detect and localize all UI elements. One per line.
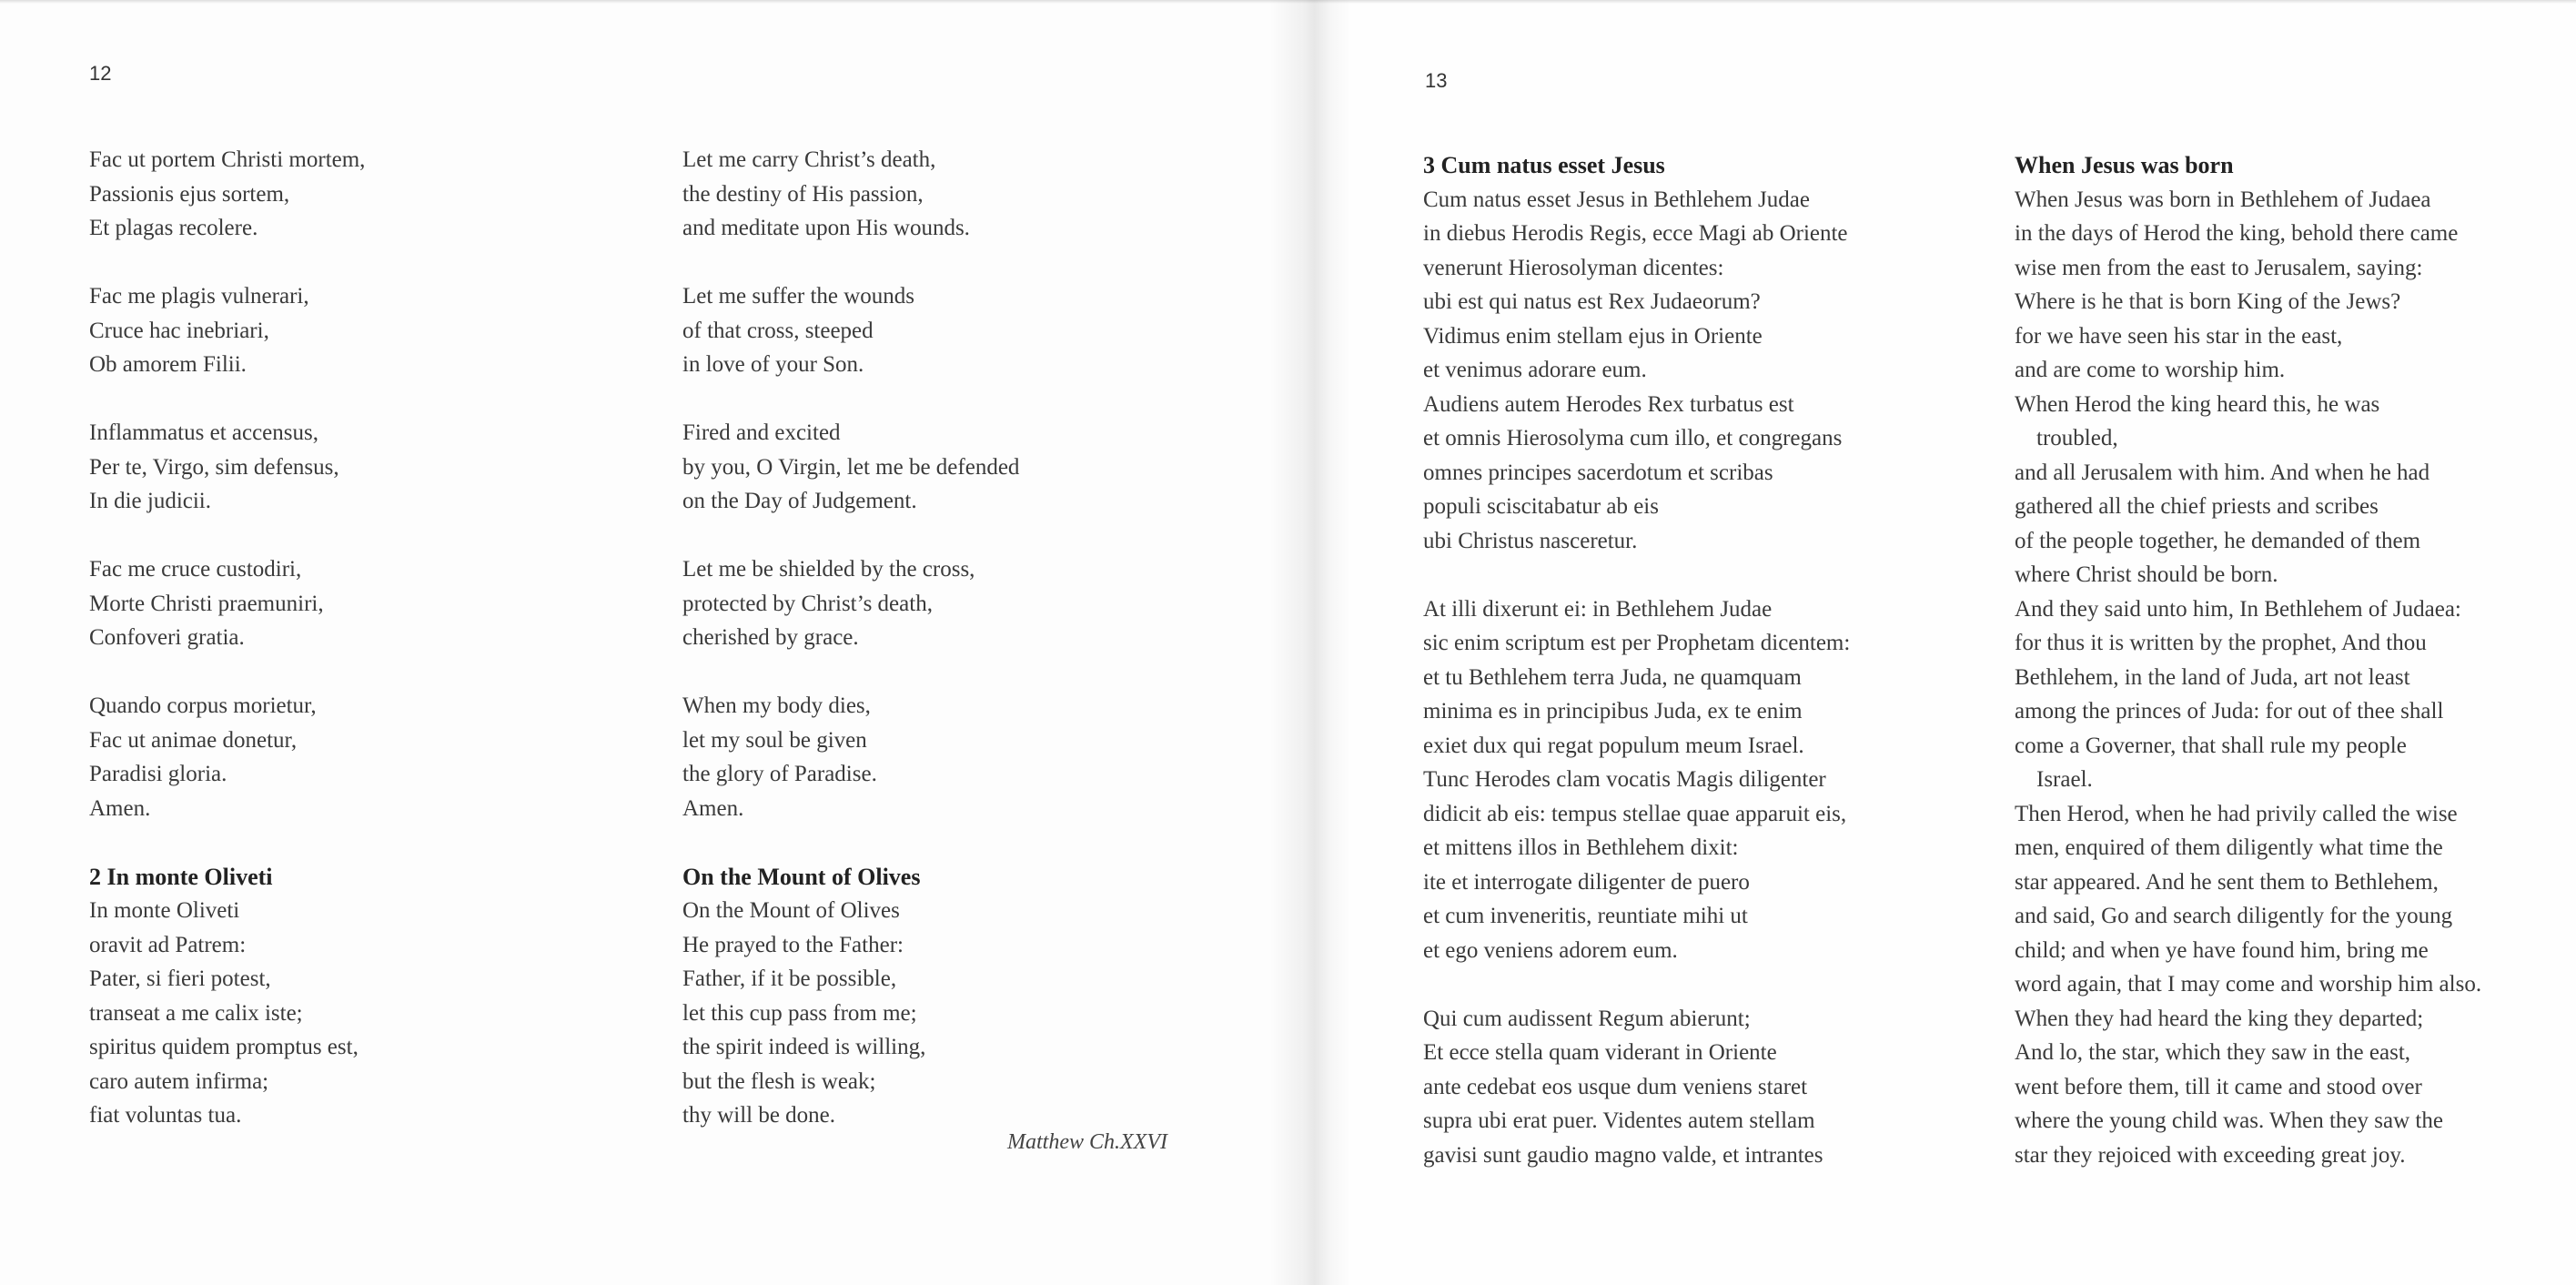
stanza-break	[682, 246, 1228, 280]
verse-line: Ob amorem Filii.	[89, 352, 247, 377]
verse-line: et mittens illos in Bethlehem dixit:	[1423, 835, 1739, 860]
verse-line: Et ecce stella quam viderant in Oriente	[1423, 1040, 1777, 1065]
verse-line: Fac ut portem Christi mortem,	[89, 147, 366, 172]
verse-line: ite et interrogate diligenter de puero	[1423, 869, 1750, 895]
latin-text-column	[89, 143, 635, 1133]
verse-line: and meditate upon His wounds.	[682, 216, 970, 240]
verse-line: Where is he that is born King of the Jews?	[2015, 289, 2401, 314]
verse-line: and all Jerusalem with him. And when he had	[2015, 460, 2430, 485]
verse-line: Paradisi gloria.	[89, 762, 227, 786]
verse-line: troubled,	[2036, 426, 2118, 450]
verse-line: word again, that I may come and worship him also.	[2015, 972, 2482, 997]
verse-line: didicit ab eis: tempus stellae quae apparuit eis,	[1423, 801, 1847, 826]
verse-line: On the Mount of Olives	[682, 898, 900, 923]
verse-line: for thus it is written by the prophet, And thou	[2015, 631, 2427, 655]
stanza-break	[682, 825, 1228, 860]
verse-line: minima es in principibus Juda, ex te enim	[1423, 699, 1803, 723]
verse-line: Cruce hac inebriari,	[89, 318, 269, 343]
stanza-break	[89, 519, 635, 553]
verse-line: He prayed to the Father:	[682, 932, 904, 957]
verse-line: where Christ should be born.	[2015, 562, 2278, 587]
page-number-right: 13	[1425, 69, 1448, 92]
section-heading: 3 Cum natus esset Jesus	[1423, 152, 1665, 178]
verse-line: let this cup pass from me;	[682, 1000, 917, 1026]
stanza-break	[89, 655, 635, 690]
verse-line: and said, Go and search diligently for the young	[2015, 904, 2453, 928]
verse-line: When they had heard the king they departed;	[2015, 1006, 2424, 1031]
verse-line: Fac me plagis vulnerari,	[89, 284, 309, 309]
verse-line: et tu Bethlehem terra Juda, ne quamquam	[1423, 664, 1802, 690]
verse-line: Pater, si fieri potest,	[89, 966, 271, 991]
verse-line: Bethlehem, in the land of Juda, art not least	[2015, 664, 2410, 690]
verse-line: Amen.	[89, 795, 151, 821]
stanza-break	[1423, 558, 2005, 592]
verse-line: et omnis Hierosolyma cum illo, et congregans	[1423, 426, 1843, 450]
verse-line: Amen.	[682, 795, 744, 821]
verse-line: of that cross, steeped	[682, 318, 874, 343]
verse-line: Quando corpus morietur,	[89, 693, 317, 718]
english-translation-column	[2015, 148, 2561, 1172]
verse-line: men, enquired of them diligently what time the	[2015, 835, 2443, 860]
verse-line: spiritus quidem promptus est,	[89, 1035, 359, 1059]
verse-line: protected by Christ’s death,	[682, 591, 933, 616]
section-heading: 2 In monte Oliveti	[89, 863, 273, 890]
verse-line: Let me carry Christ’s death,	[682, 147, 936, 172]
verse-line: star they rejoiced with exceeding great joy.	[2015, 1142, 2406, 1168]
verse-line: where the young child was. When they saw the	[2015, 1108, 2443, 1133]
verse-line: but the flesh is weak;	[682, 1068, 876, 1094]
english-translation-column	[682, 143, 1228, 1133]
verse-line: Fired and excited	[682, 420, 841, 445]
verse-line: transeat a me calix iste;	[89, 1000, 303, 1026]
verse-line: venerunt Hierosolyman dicentes:	[1423, 255, 1724, 280]
verse-line: Cum natus esset Jesus in Bethlehem Judae	[1423, 187, 1810, 212]
verse-line: Per te, Virgo, sim defensus,	[89, 454, 339, 480]
verse-line: And they said unto him, In Bethlehem of Judaea:	[2015, 596, 2461, 622]
verse-line: Fac ut animae donetur,	[89, 727, 298, 753]
verse-line: went before them, till it came and stood over	[2015, 1074, 2422, 1099]
verse-line: Let me suffer the wounds	[682, 284, 915, 309]
verse-line: ubi Christus nasceretur.	[1423, 528, 1638, 553]
binding-gutter	[1269, 0, 1351, 1285]
verse-line: Israel.	[2036, 767, 2093, 792]
scripture-attribution: Matthew Ch.XXVI	[1007, 1130, 1167, 1154]
verse-line: sic enim scriptum est per Prophetam dicentem:	[1423, 631, 1851, 655]
verse-line: by you, O Virgin, let me be defended	[682, 454, 1020, 480]
verse-line: cherished by grace.	[682, 625, 859, 650]
verse-line: child; and when ye have found him, bring me	[2015, 937, 2429, 963]
section-heading: On the Mount of Olives	[682, 863, 921, 890]
verse-line: and are come to worship him.	[2015, 358, 2286, 382]
verse-line: wise men from the east to Jerusalem, saying:	[2015, 255, 2423, 280]
section-heading: When Jesus was born	[2015, 152, 2234, 178]
verse-line: star appeared. And he sent them to Bethlehem,	[2015, 869, 2439, 895]
verse-line: Then Herod, when he had privily called the wise	[2015, 801, 2458, 826]
page-top-edge	[0, 0, 2576, 4]
verse-line: gathered all the chief priests and scribes	[2015, 494, 2379, 519]
verse-line: And lo, the star, which they saw in the east,	[2015, 1040, 2411, 1065]
stanza-break	[682, 655, 1228, 690]
verse-line: gavisi sunt gaudio magno valde, et intrantes	[1423, 1142, 1823, 1168]
verse-line: ante cedebat eos usque dum veniens staret	[1423, 1074, 1808, 1099]
verse-line: let my soul be given	[682, 727, 867, 753]
verse-line: ubi est qui natus est Rex Judaeorum?	[1423, 289, 1761, 314]
verse-line: Let me be shielded by the cross,	[682, 557, 975, 582]
verse-line: et cum inveneritis, reuntiate mihi ut	[1423, 904, 1748, 928]
verse-line: in diebus Herodis Regis, ecce Magi ab Oriente	[1423, 221, 1848, 246]
verse-line: in love of your Son.	[682, 352, 864, 377]
verse-line: populi sciscitabatur ab eis	[1423, 494, 1659, 519]
verse-line: Inflammatus et accensus,	[89, 420, 318, 445]
verse-line: in the days of Herod the king, behold there came	[2015, 221, 2459, 246]
verse-line: Qui cum audissent Regum abierunt;	[1423, 1006, 1751, 1031]
verse-line: When Jesus was born in Bethlehem of Judaea	[2015, 187, 2431, 212]
verse-line: for we have seen his star in the east,	[2015, 323, 2343, 349]
latin-text-column	[1423, 148, 2005, 1172]
verse-line: of the people together, he demanded of them	[2015, 528, 2421, 553]
stanza-break	[1423, 967, 2005, 1002]
verse-line: the destiny of His passion,	[682, 181, 924, 207]
verse-line: Tunc Herodes clam vocatis Magis diligenter	[1423, 767, 1826, 792]
verse-line: come a Governer, that shall rule my people	[2015, 733, 2407, 758]
stanza-break	[89, 246, 635, 280]
verse-line: Confoveri gratia.	[89, 625, 245, 650]
verse-line: supra ubi erat puer. Videntes autem stellam	[1423, 1108, 1815, 1133]
verse-line: exiet dux qui regat populum meum Israel.	[1423, 733, 1804, 758]
verse-line: the spirit indeed is willing,	[682, 1035, 926, 1059]
verse-line: In die judicii.	[89, 489, 211, 513]
verse-line: Et plagas recolere.	[89, 216, 258, 240]
verse-line: Vidimus enim stellam ejus in Oriente	[1423, 323, 1763, 349]
verse-line: When my body dies,	[682, 693, 871, 718]
stanza-break	[682, 382, 1228, 417]
verse-line: At illi dixerunt ei: in Bethlehem Judae	[1423, 596, 1773, 622]
verse-line: among the princes of Juda: for out of thee shall	[2015, 699, 2444, 723]
verse-line: In monte Oliveti	[89, 898, 240, 923]
verse-line: When Herod the king heard this, he was	[2015, 391, 2380, 417]
stanza-break	[89, 825, 635, 860]
verse-line: et ego veniens adorem eum.	[1423, 937, 1678, 963]
verse-line: et venimus adorare eum.	[1423, 358, 1647, 382]
page-number-left: 12	[89, 62, 112, 85]
verse-line: Fac me cruce custodiri,	[89, 557, 302, 582]
verse-line: fiat voluntas tua.	[89, 1103, 242, 1128]
verse-line: Morte Christi praemuniri,	[89, 591, 324, 616]
verse-line: Audiens autem Herodes Rex turbatus est	[1423, 391, 1794, 417]
stanza-break	[682, 519, 1228, 553]
verse-line: caro autem infirma;	[89, 1068, 269, 1094]
verse-line: Passionis ejus sortem,	[89, 181, 290, 207]
verse-line: the glory of Paradise.	[682, 762, 877, 786]
verse-line: thy will be done.	[682, 1103, 836, 1128]
stanza-break	[89, 382, 635, 417]
verse-line: Father, if it be possible,	[682, 966, 897, 991]
verse-line: oravit ad Patrem:	[89, 932, 247, 957]
verse-line: on the Day of Judgement.	[682, 489, 917, 513]
verse-line: omnes principes sacerdotum et scribas	[1423, 460, 1773, 485]
